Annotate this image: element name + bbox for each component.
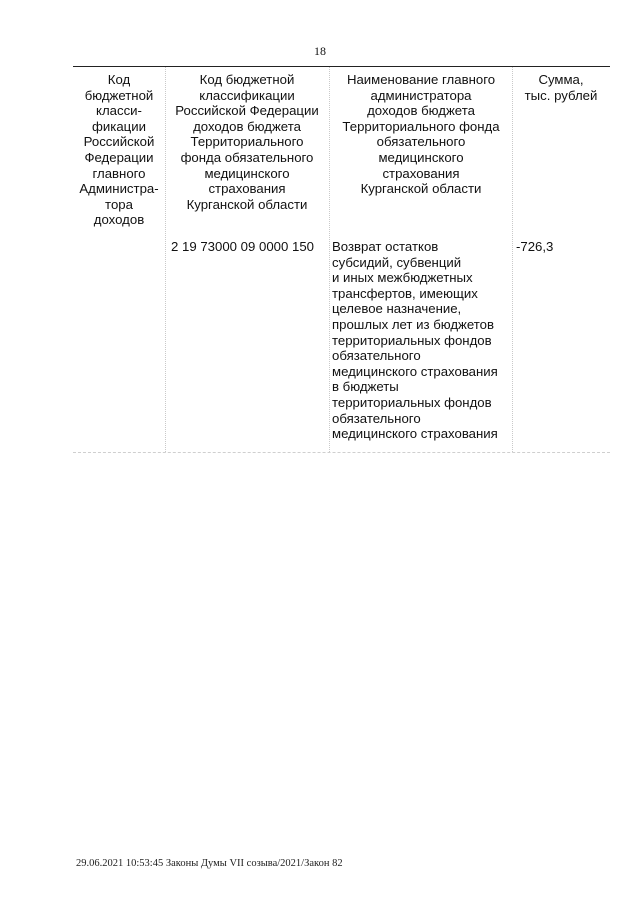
table-top-rule	[73, 66, 610, 67]
header-admin-code: Код бюджетной класси- фикации Российской Федерации главного Администра- тора доходов	[79, 72, 159, 228]
page-number: 18	[314, 44, 326, 58]
header-administrator-name: Наименование главного администратора доходов бюджета Территориального фонда обязательного медицинского страхования Курганской области	[342, 72, 500, 197]
header-amount: Сумма, тыс. рублей	[524, 72, 598, 103]
document-footer: 29.06.2021 10:53:45 Законы Думы VII созыва/2021/Закон 82	[76, 858, 343, 869]
row-budget-code: 2 19 73000 09 0000 150	[171, 239, 315, 254]
table-bottom-rule	[73, 452, 610, 453]
row-amount: -726,3	[516, 239, 554, 254]
column-divider	[512, 67, 513, 452]
row-name: Возврат остатков субсидий, субвенций и иных межбюджетных трансфертов, имеющих целевое назначение, прошлых лет из бюджетов территориальных фондов обязательного медицинского страхования в бюджеты территориальных фондов обязательного медицинского страхования	[332, 239, 498, 442]
header-budget-code: Код бюджетной классификации Российской Федерации доходов бюджета Территориального фонда обязательного медицинского страхования Курганской области	[175, 72, 319, 212]
